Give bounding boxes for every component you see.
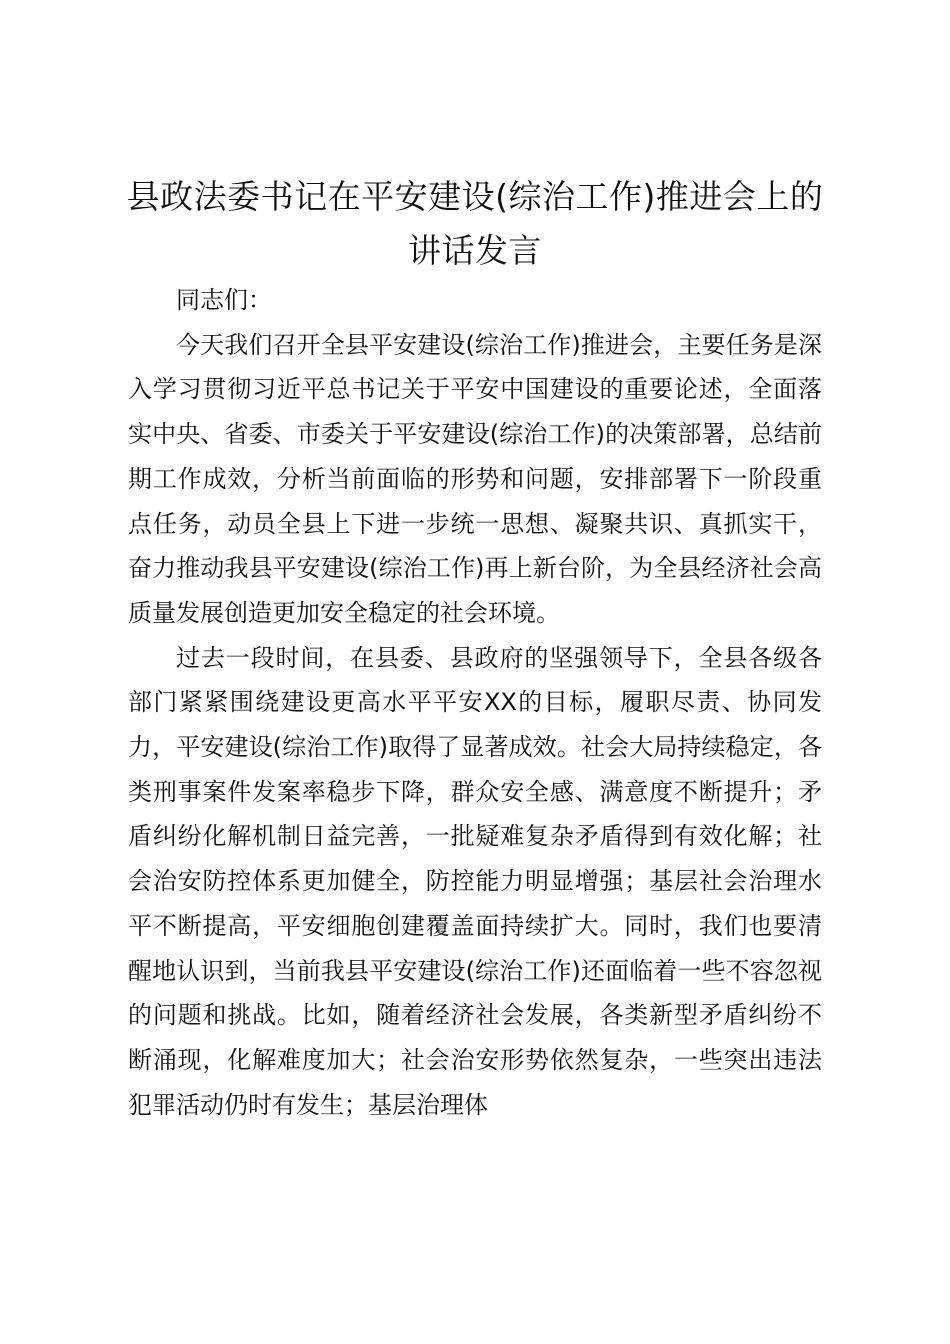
- paragraph-2: 过去一段时间，在县委、县政府的坚强领导下，全县各级各部门紧紧围绕建设更高水平平安XX的目标，履职尽责、协同发力，平安建设(综治工作)取得了显著成效。社会大局持续稳定，各类刑事案件发案率稳步下降，群众安全感、满意度不断提升；矛盾纠纷化解机制日益完善，一批疑难复杂矛盾得到有效化解；社会治安防控体系更加健全，防控能力明显增强；基层社会治理水平不断提高，平安细胞创建覆盖面持续扩大。同时，我们也要清醒地认识到，当前我县平安建设(综治工作)还面临着一些不容忽视的问题和挑战。比如，随着经济社会发展，各类新型矛盾纠纷不断涌现，化解难度加大；社会治安形势依然复杂，一些突出违法犯罪活动仍时有发生；基层治理体: [128, 643, 822, 1119]
- salutation: 同志们：: [176, 286, 272, 314]
- document-title: 县政法委书记在平安建设(综治工作)推进会上的讲话发言: [126, 177, 824, 270]
- paragraph-1: 今天我们召开全县平安建设(综治工作)推进会，主要任务是深入学习贯彻习近平总书记关于平安中国建设的重要论述，全面落实中央、省委、市委关于平安建设(综治工作)的决策部署，总结前期工作成效，分析当前面临的形势和问题，安排部署下一阶段重点任务，动员全县上下进一步统一思想、凝聚共识、真抓实干，奋力推动我县平安建设(综治工作)再上新台阶，为全县经济社会高质量发展创造更加安全稳定的社会环境。: [128, 330, 822, 627]
- document-body: [128, 278, 822, 1127]
